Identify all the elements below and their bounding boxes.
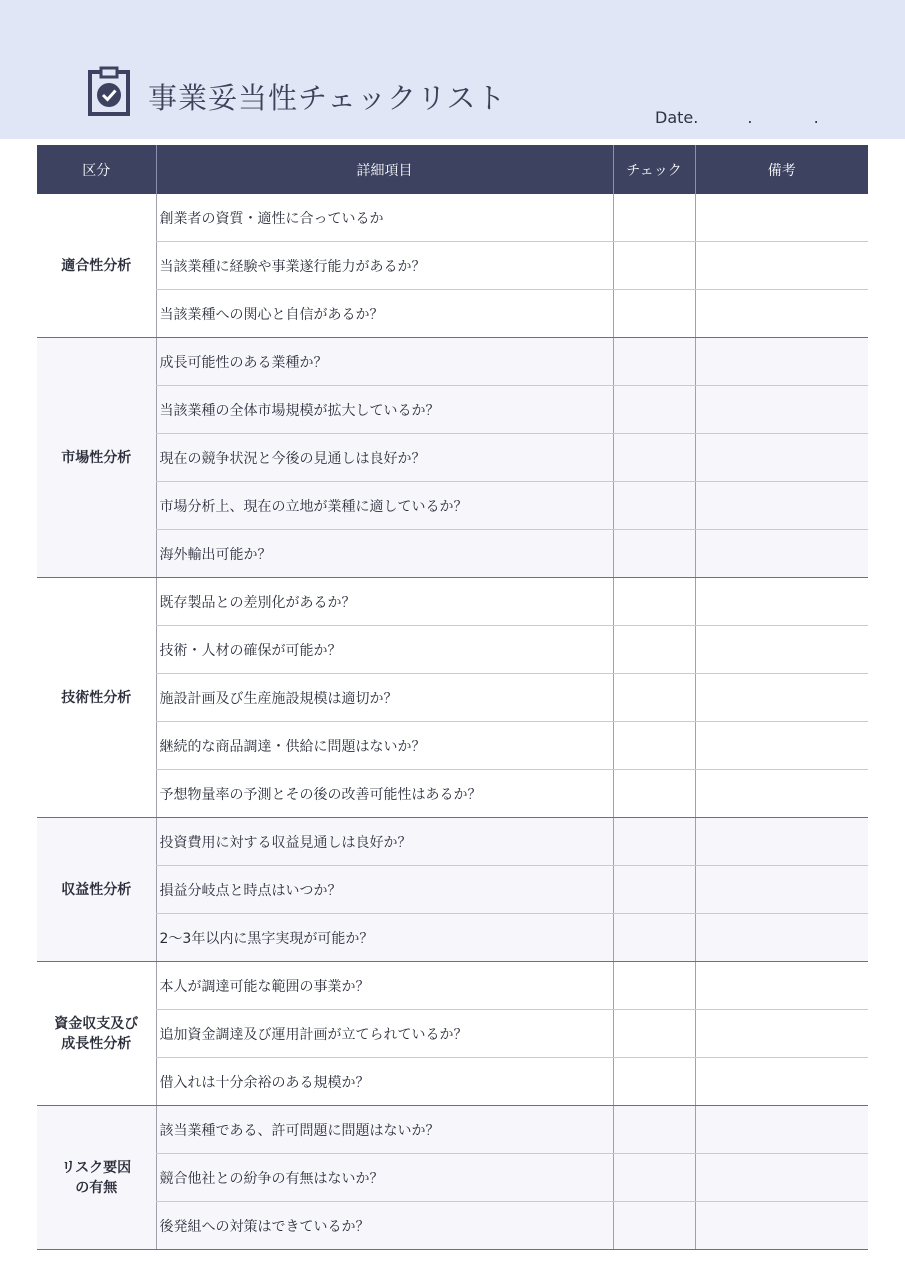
table-header xyxy=(37,145,868,194)
notes-cell[interactable] xyxy=(695,578,868,626)
check-cell[interactable] xyxy=(613,194,695,242)
notes-cell[interactable] xyxy=(695,434,868,482)
table-row xyxy=(37,1010,868,1058)
notes-cell[interactable] xyxy=(695,194,868,242)
category-cell: 収益性分析 xyxy=(37,818,156,962)
detail-item: 現在の競争状況と今後の見通しは良好か？ xyxy=(156,434,613,482)
notes-cell[interactable] xyxy=(695,1202,868,1250)
notes-cell[interactable] xyxy=(695,1154,868,1202)
check-cell[interactable] xyxy=(613,722,695,770)
detail-item: 予想物量率の予測とその後の改善可能性はあるか？ xyxy=(156,770,613,818)
table-row xyxy=(37,626,868,674)
check-cell[interactable] xyxy=(613,338,695,386)
table-row xyxy=(37,434,868,482)
detail-item: 創業者の資質・適性に合っているか xyxy=(156,194,613,242)
check-cell[interactable] xyxy=(613,914,695,962)
category-cell: 技術性分析 xyxy=(37,578,156,818)
check-cell[interactable] xyxy=(613,434,695,482)
table-row xyxy=(37,818,868,866)
detail-item: 継続的な商品調達・供給に問題はないか？ xyxy=(156,722,613,770)
category-cell: 資金収支及び 成長性分析 xyxy=(37,962,156,1106)
table-row xyxy=(37,770,868,818)
notes-cell[interactable] xyxy=(695,914,868,962)
notes-cell[interactable] xyxy=(695,1106,868,1154)
notes-cell[interactable] xyxy=(695,1058,868,1106)
table-row xyxy=(37,1202,868,1250)
detail-item: 該当業種である、許可問題に問題はないか？ xyxy=(156,1106,613,1154)
check-cell[interactable] xyxy=(613,1010,695,1058)
check-cell[interactable] xyxy=(613,1058,695,1106)
date-separator: . xyxy=(813,108,819,127)
detail-item: 成長可能性のある業種か？ xyxy=(156,338,613,386)
table-row xyxy=(37,578,868,626)
notes-cell[interactable] xyxy=(695,290,868,338)
table-row xyxy=(37,962,868,1010)
table-row xyxy=(37,338,868,386)
detail-item: 既存製品との差別化があるか？ xyxy=(156,578,613,626)
detail-item: 本人が調達可能な範囲の事業か？ xyxy=(156,962,613,1010)
table-row xyxy=(37,914,868,962)
table-row xyxy=(37,1058,868,1106)
notes-cell[interactable] xyxy=(695,482,868,530)
check-cell[interactable] xyxy=(613,1106,695,1154)
detail-item: 追加資金調達及び運用計画が立てられているか？ xyxy=(156,1010,613,1058)
detail-item: 2〜3年以内に黒字実現が可能か？ xyxy=(156,914,613,962)
table-row xyxy=(37,530,868,578)
check-cell[interactable] xyxy=(613,242,695,290)
column-header-notes: 備考 xyxy=(695,145,868,194)
check-cell[interactable] xyxy=(613,962,695,1010)
detail-item: 当該業種に経験や事業遂行能力があるか？ xyxy=(156,242,613,290)
detail-item: 競合他社との紛争の有無はないか？ xyxy=(156,1154,613,1202)
column-header-category: 区分 xyxy=(37,145,156,194)
check-cell[interactable] xyxy=(613,818,695,866)
detail-item: 海外輸出可能か？ xyxy=(156,530,613,578)
notes-cell[interactable] xyxy=(695,770,868,818)
table-row xyxy=(37,674,868,722)
column-header-detail: 詳細項目 xyxy=(156,145,613,194)
column-header-check: チェック xyxy=(613,145,695,194)
detail-item: 後発組への対策はできているか？ xyxy=(156,1202,613,1250)
checklist-table xyxy=(37,145,868,1250)
check-cell[interactable] xyxy=(613,674,695,722)
detail-item: 施設計画及び生産施設規模は適切か？ xyxy=(156,674,613,722)
check-cell[interactable] xyxy=(613,1154,695,1202)
table-row xyxy=(37,1106,868,1154)
notes-cell[interactable] xyxy=(695,530,868,578)
check-cell[interactable] xyxy=(613,770,695,818)
detail-item: 当該業種の全体市場規模が拡大しているか？ xyxy=(156,386,613,434)
table-row xyxy=(37,290,868,338)
table-row xyxy=(37,1154,868,1202)
table-row xyxy=(37,722,868,770)
notes-cell[interactable] xyxy=(695,866,868,914)
table-row xyxy=(37,482,868,530)
detail-item: 市場分析上、現在の立地が業種に適しているか？ xyxy=(156,482,613,530)
check-cell[interactable] xyxy=(613,386,695,434)
clipboard-check-icon xyxy=(88,66,130,116)
category-cell: 市場性分析 xyxy=(37,338,156,578)
detail-item: 借入れは十分余裕のある規模か？ xyxy=(156,1058,613,1106)
check-cell[interactable] xyxy=(613,626,695,674)
notes-cell[interactable] xyxy=(695,242,868,290)
page-title: 事業妥当性チェックリスト xyxy=(148,81,507,115)
notes-cell[interactable] xyxy=(695,386,868,434)
check-cell[interactable] xyxy=(613,866,695,914)
check-cell[interactable] xyxy=(613,530,695,578)
check-cell[interactable] xyxy=(613,578,695,626)
notes-cell[interactable] xyxy=(695,962,868,1010)
notes-cell[interactable] xyxy=(695,722,868,770)
category-cell: リスク要因 の有無 xyxy=(37,1106,156,1250)
table-row xyxy=(37,242,868,290)
detail-item: 技術・人材の確保が可能か？ xyxy=(156,626,613,674)
header-banner xyxy=(0,0,905,139)
category-cell: 適合性分析 xyxy=(37,194,156,338)
notes-cell[interactable] xyxy=(695,626,868,674)
date-separator: . xyxy=(747,108,753,127)
table-row xyxy=(37,866,868,914)
notes-cell[interactable] xyxy=(695,338,868,386)
table-row xyxy=(37,386,868,434)
check-cell[interactable] xyxy=(613,482,695,530)
detail-item: 投資費用に対する収益見通しは良好か？ xyxy=(156,818,613,866)
notes-cell[interactable] xyxy=(695,674,868,722)
notes-cell[interactable] xyxy=(695,818,868,866)
date-field[interactable] xyxy=(655,108,819,127)
detail-item: 損益分岐点と時点はいつか？ xyxy=(156,866,613,914)
date-label: Date. xyxy=(655,108,699,127)
check-cell[interactable] xyxy=(613,290,695,338)
notes-cell[interactable] xyxy=(695,1010,868,1058)
detail-item: 当該業種への関心と自信があるか？ xyxy=(156,290,613,338)
check-cell[interactable] xyxy=(613,1202,695,1250)
table-row xyxy=(37,194,868,242)
